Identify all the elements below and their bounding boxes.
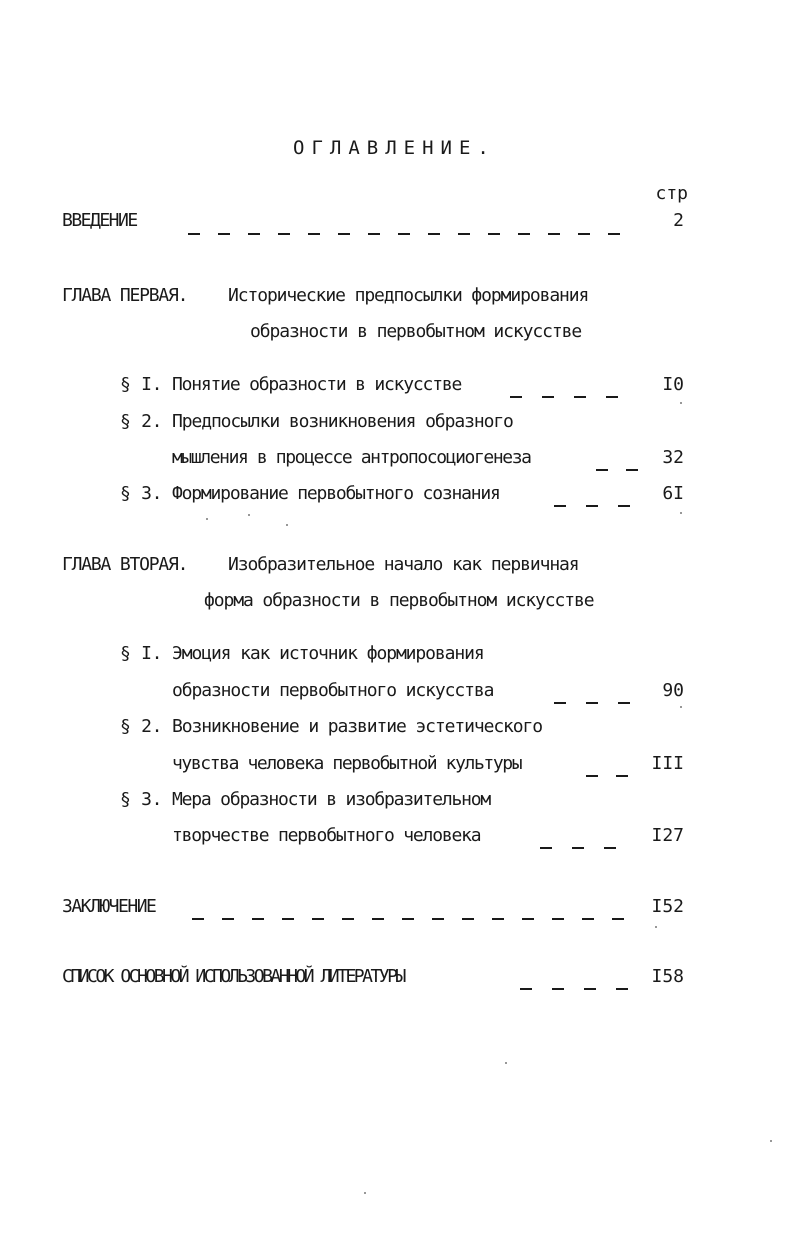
page-column-label: стр <box>655 183 688 204</box>
ch1-heading: ГЛАВА ПЕРВАЯ. <box>62 285 188 306</box>
ch1-s2-title-line1: Предпосылки возникновения образного <box>172 411 513 432</box>
ch2-s2-title-line2: чувства человека первобытной культуры <box>172 753 522 774</box>
ch1-s2-page: 32 <box>662 447 684 468</box>
ch2-s3-mark: § 3. <box>120 789 163 810</box>
ch1-s3-title: Формирование первобытного сознания <box>172 483 500 504</box>
ch2-title-line1: Изобразительное начало как первичная <box>228 554 579 575</box>
ch1-s1-title: Понятие образности в искусстве <box>172 374 462 395</box>
ch1-s3-mark: § 3. <box>120 483 163 504</box>
ch2-s1-mark: § I. <box>120 643 163 664</box>
ch2-s2-title-line1: Возникновение и развитие эстетического <box>172 716 543 737</box>
ch1-s3-page: 6I <box>662 483 684 504</box>
ch1-title-line1: Исторические предпосылки формирования <box>228 285 589 306</box>
ch1-s2-mark: § 2. <box>120 411 163 432</box>
ch2-s3-title-line2: творчестве первобытного человека <box>172 825 481 846</box>
intro-label: ВВЕДЕНИЕ <box>62 210 137 231</box>
ch1-title-line2: образности в первобытном искусстве <box>250 321 582 342</box>
ch2-s3-title-line1: Мера образности в изобразительном <box>172 789 491 810</box>
ch2-s2-mark: § 2. <box>120 716 163 737</box>
ch1-s1-page: I0 <box>662 374 684 395</box>
conclusion-page: I52 <box>651 896 684 917</box>
ch2-s2-page: III <box>651 753 684 774</box>
ch1-s2-title-line2: мышления в процессе антропосоциогенеза <box>172 447 531 468</box>
ch1-s1-mark: § I. <box>120 374 163 395</box>
ch2-s1-title-line2: образности первобытного искусства <box>172 680 494 701</box>
ch2-s3-page: I27 <box>651 825 684 846</box>
ch2-title-line2: форма образности в первобытном искусстве <box>204 590 594 611</box>
bibliography-page: I58 <box>651 966 684 987</box>
bibliography-label: СПИСОК ОСНОВНОЙ ИСПОЛЬЗОВАННОЙ ЛИТЕРАТУРЫ <box>62 966 404 987</box>
intro-page: 2 <box>673 210 684 231</box>
toc-title: ОГЛАВЛЕНИЕ. <box>293 137 496 159</box>
ch2-s1-title-line1: Эмоция как источник формирования <box>172 643 484 664</box>
ch2-heading: ГЛАВА ВТОРАЯ. <box>62 554 188 575</box>
conclusion-label: ЗАКЛЮЧЕНИЕ <box>62 896 156 917</box>
ch2-s1-page: 90 <box>662 680 684 701</box>
